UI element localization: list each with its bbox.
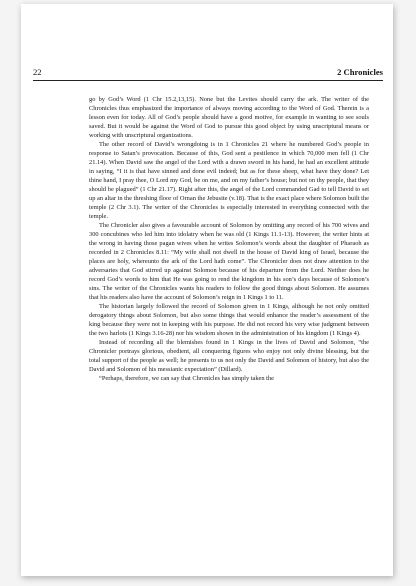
running-header <box>33 67 383 77</box>
paragraph: The Chronicler also gives a favourable account of Solomon by omitting any record of his 700 wives and 300 concubines who led him into idolatry when he was old (1 Kings 11.1-13). However, the writer hints at the wrong in having those pagan wives when he writes Solomon’s words about the daughter of Pharaoh as recorded in 2 Chronicles 8.11: “My wife shall not dwell in the house of David king of Israel, because the places are holy, whereunto the ark of the Lord hath come”. The Chronicler does not draw attention to the adversaries that God stirred up against Solomon because of his departure from the Lord. Neither does he record God’s words to him that He was going to rend the kingdom in his son’s days because of Solomon’s sins. The writer of the Chronicles wants his readers to follow the good things about Solomon. He assumes that his readers also have the account of Solomon’s reign in 1 Kings 1 to 11. <box>89 222 369 301</box>
paragraph: go by God’s Word (1 Chr 15.2,13,15). None but the Levites should carry the ark. The writer of the Chronicles thus emphasized the importance of always moving according to the Word of God. Therein is a lesson even for today. All of God’s people should have a good motive, for example in wanting to see souls saved. But it would be against the Word of God to pursue this good object by using unscriptural means or working with unscriptural organizations. <box>89 96 369 139</box>
chapter-title: 2 Chronicles <box>337 67 383 77</box>
paragraph: Instead of recording all the blemishes found in 1 Kings in the lives of David and Solomon, “the Chronicler portrays glorious, obedient, all conquering figures who enjoy not only divine blessing, but the total support of the people as well; he presents to us not only the David and Solomon of history, but also the David and Solomon of his messianic expectation” (Dillard). <box>89 339 369 373</box>
body-text <box>89 95 369 383</box>
paragraph: The other record of David’s wrongdoing is in 1 Chronicles 21 where he numbered God’s people in response to Satan’s provocation. Because of this, God sent a pestilence in which 70,000 men fell (1 Chr 21.14). When David saw the angel of the Lord with a drawn sword in his hand, he had an excellent attitude in saying, “I it is that have sinned and done evil indeed; but as for these sheep, what have they done? Let thine hand, I pray thee, O Lord my God, be on me, and on my father’s house; but not on thy people, that they should be plagued” (1 Chr 21.17). Right after this, the angel of the Lord commanded Gad to tell David to set up an altar in the threshing floor of Ornan the Jebusite (v.18). That is the exact place where Solomon built the temple (2 Chr 3.1). The writer of the Chronicles is especially interested in everything connected with the temple. <box>89 141 369 220</box>
paragraph: “Perhaps, therefore, we can say that Chronicles has simply taken the <box>99 375 274 382</box>
paragraph: The historian largely followed the record of Solomon given in 1 Kings, although he not only omitted derogatory things about Solomon, but also some things that would enhance the reader’s assessment of the king because they were not in keeping with his purpose. He did not record his very wise judgment between the two harlots (1 Kings 3.16-28) nor his wisdom shown in the administration of his kingdom (1 Kings 4). <box>89 303 369 337</box>
book-page <box>21 4 393 576</box>
header-rule <box>33 80 383 81</box>
page-number: 22 <box>33 67 42 77</box>
